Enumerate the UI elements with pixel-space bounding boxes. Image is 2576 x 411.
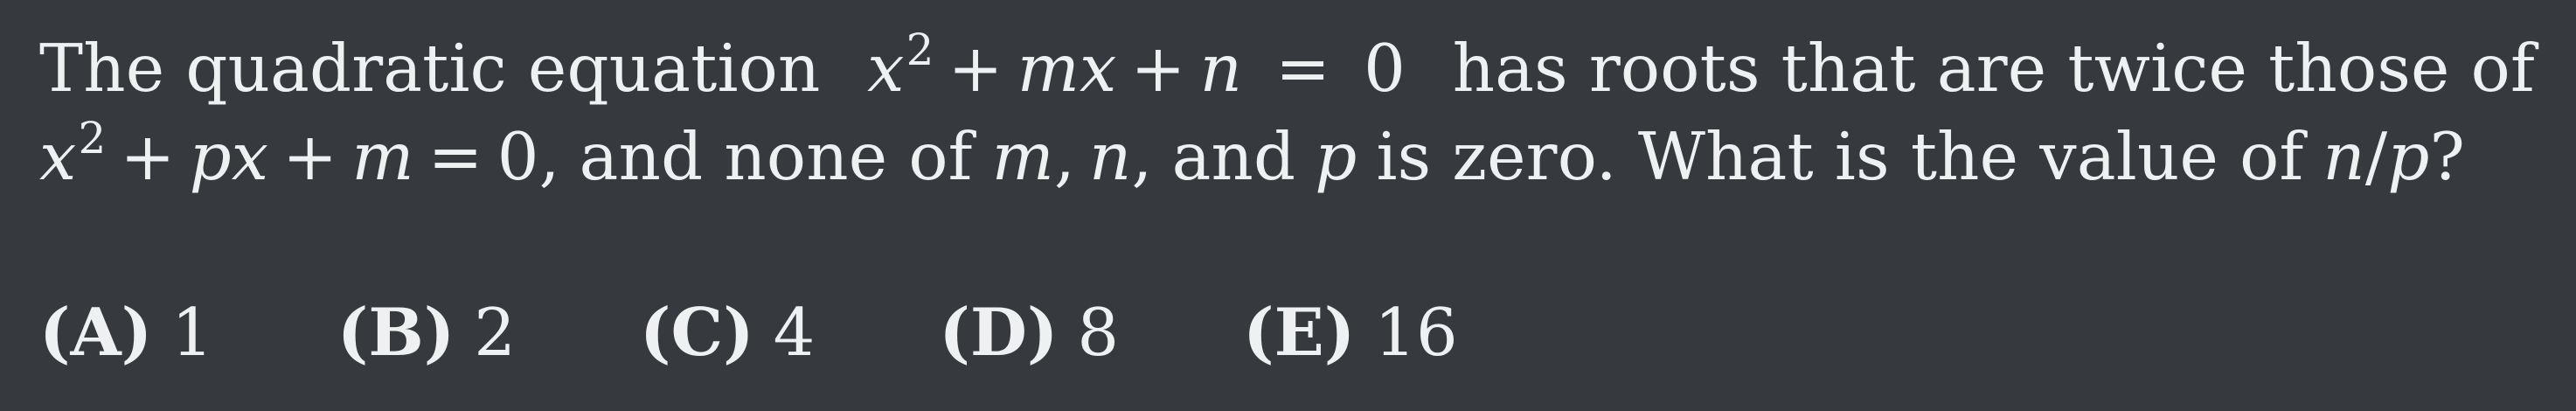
choice-value: 2 <box>474 294 516 371</box>
problem-tail-text: has roots that are twice those of <box>1452 30 2535 107</box>
equation-2 <box>39 113 560 209</box>
variable-x: x <box>1080 30 1117 107</box>
comma: , <box>1053 118 1076 195</box>
ratio-expression <box>2323 113 2465 201</box>
problem-intro-text: The quadratic equation <box>39 30 821 107</box>
exponent-2: 2 <box>78 113 107 164</box>
choice-d[interactable] <box>939 289 1119 377</box>
choice-letter: (C) <box>639 294 754 371</box>
choice-letter: (A) <box>39 294 153 371</box>
variable-x: x <box>39 118 77 195</box>
choice-a[interactable] <box>39 289 213 377</box>
and-text: and <box>1171 118 1296 195</box>
choice-letter: (E) <box>1243 294 1356 371</box>
plus-sign: + <box>282 118 338 195</box>
choice-c[interactable] <box>640 289 815 377</box>
equals-sign: = <box>1275 30 1331 107</box>
question-text: is zero. What is the value of <box>1376 118 2304 195</box>
equation-1 <box>867 24 1406 121</box>
problem-line-1 <box>39 24 2535 113</box>
answer-choices <box>39 289 1458 377</box>
equals-sign: = <box>427 118 483 195</box>
choice-e[interactable] <box>1243 289 1458 377</box>
problem-statement <box>39 24 2535 201</box>
zero-value: 0 <box>1364 30 1406 107</box>
plus-sign: + <box>1130 30 1186 107</box>
variable-m: m <box>991 118 1054 195</box>
variable-p: p <box>2387 118 2430 195</box>
variable-x: x <box>867 30 905 107</box>
variable-m: m <box>351 118 414 195</box>
question-mark: ? <box>2429 118 2466 195</box>
variable-n: n <box>2323 118 2365 195</box>
variable-n: n <box>1199 30 1243 107</box>
choice-letter: (B) <box>337 294 455 371</box>
exponent-2: 2 <box>906 24 934 75</box>
choice-b[interactable] <box>337 289 516 377</box>
variable-p: p <box>189 118 232 195</box>
variable-m: m <box>1017 30 1080 107</box>
problem-connector-text: and none of <box>579 118 973 195</box>
slash: / <box>2364 118 2388 195</box>
variable-x: x <box>231 118 269 195</box>
choice-value: 8 <box>1077 294 1120 371</box>
choice-value: 4 <box>773 294 816 371</box>
comma: , <box>1131 118 1153 195</box>
choice-letter: (D) <box>939 294 1059 371</box>
choice-value: 16 <box>1374 294 1458 371</box>
plus-sign: + <box>120 118 176 195</box>
zero-value: 0, <box>496 118 560 195</box>
choice-value: 1 <box>171 294 213 371</box>
plus-sign: + <box>948 30 1003 107</box>
variable-n: n <box>1089 118 1132 195</box>
problem-line-2 <box>39 113 2535 201</box>
variable-p: p <box>1315 118 1357 195</box>
